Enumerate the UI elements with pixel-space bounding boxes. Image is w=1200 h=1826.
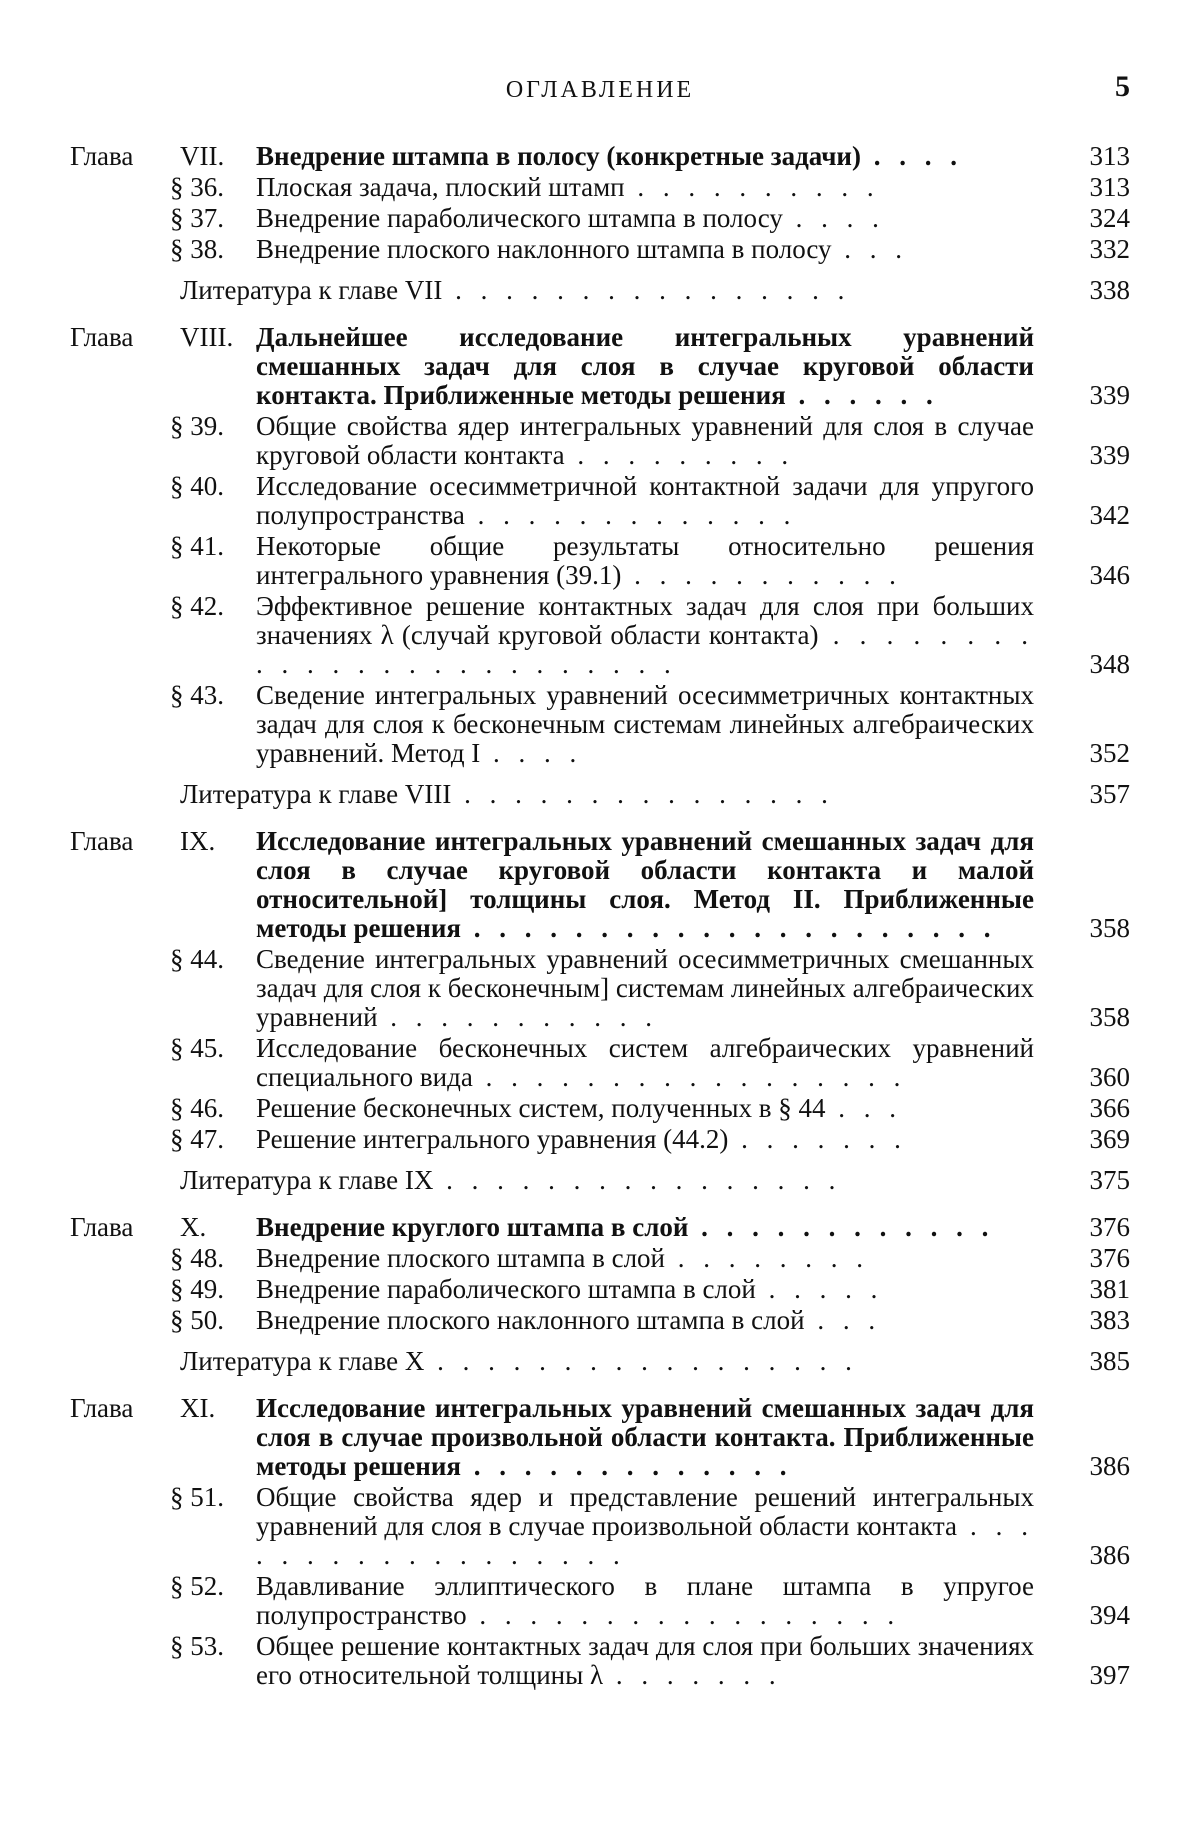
section-title-text: Плоская задача, плоский штамп [256,172,625,202]
section-entry [70,1034,1130,1092]
literature-page: 357 [1089,779,1130,809]
chapter-block [70,142,1130,305]
section-number: § 51. [170,1482,224,1512]
section-page: 352 [1089,738,1130,768]
section-title [256,1094,1034,1123]
chapter-title-text: Исследование интегральных уравнений смешанных задач для слоя в случае круговой области контакта и малой относительной] толщины слоя. Метод II. Приближенные методы решения [256,826,1034,943]
section-title-text: Сведение интегральных уравнений осесимметричных контактных задач для слоя к бесконечным системам линейных алгебраических уравнений. Метод I [256,680,1034,768]
chapter-entry [70,1213,1130,1242]
chapter-entry [70,827,1130,943]
section-title [256,1483,1034,1570]
leader-dots: . . . . . . . . . . . . . . . [451,779,834,809]
chapter-label: Глава [70,826,134,856]
section-number: § 40. [170,471,224,501]
section-title [256,945,1034,1032]
chapter-entry [70,323,1130,410]
chapter-title [256,142,1034,171]
leader-dots: . . . . . . . . . . . . . [464,500,797,530]
chapter-number: VIII. [180,322,234,352]
section-number: § 47. [170,1124,224,1154]
section-entry [70,1632,1130,1690]
section-page: 369 [1089,1124,1130,1154]
chapter-title-text: Внедрение круглого штампа в слой [256,1212,689,1242]
chapter-title [256,1213,1034,1242]
literature-title: Литература к главе X [180,1346,425,1376]
section-title-text: Внедрение параболического штампа в слой [256,1274,756,1304]
literature-page: 385 [1089,1346,1130,1376]
leader-dots: . . . . . . . . . . . . . . . . [433,1165,842,1195]
section-entry [70,1125,1130,1154]
section-title [256,1572,1034,1630]
leader-dots: . . . . . . . . . . . . . . . . . [424,1346,858,1376]
chapter-label: Глава [70,1393,134,1423]
section-title [256,235,1034,264]
leader-dots: . . . . . . . . [665,1243,869,1273]
leader-dots: . . . . . . . . . . . [621,560,902,590]
section-page: 381 [1089,1274,1130,1304]
chapter-number: XI. [180,1393,216,1423]
section-title-text: Внедрение плоского наклонного штампа в слой [256,1305,805,1335]
running-head [70,70,1130,110]
section-page: 358 [1089,1002,1130,1032]
leader-dots: . . . [804,1305,882,1335]
literature-page: 338 [1089,275,1130,305]
leader-dots: . . . . . . . . . . . . . . . . [442,275,851,305]
section-page: 397 [1089,1660,1130,1690]
section-page: 346 [1089,560,1130,590]
section-entry [70,1275,1130,1304]
section-title-text: Вдавливание эллиптического в плане штампа в упругое полупространство [256,1571,1034,1630]
section-entry [70,1094,1130,1123]
leader-dots: . . . . [860,141,963,171]
chapter-page: 313 [1089,141,1130,171]
section-title-text: Общие свойства ядер и представление решений интегральных уравнений для слоя в случае произвольной области контакта [256,1482,1034,1541]
section-title [256,173,1034,202]
section-number: § 48. [170,1243,224,1273]
chapter-title [256,827,1034,943]
section-number: § 52. [170,1571,224,1601]
section-number: § 49. [170,1274,224,1304]
literature-entry [70,1166,1130,1195]
chapter-title-text: Исследование интегральных уравнений смешанных задач для слоя в случае произвольной области контакта. Приближенные методы решения [256,1393,1034,1481]
section-page: 342 [1089,500,1130,530]
section-title [256,412,1034,470]
section-number: § 41. [170,531,224,561]
chapter-block [70,1213,1130,1376]
section-title-text: Исследование бесконечных систем алгебраических уравнений специального вида [256,1033,1034,1092]
literature-entry [70,276,1130,305]
section-title-text: Решение бесконечных систем, полученных в § 44 [256,1093,826,1123]
section-entry [70,681,1130,768]
section-number: § 42. [170,591,224,621]
leader-dots: . . . . . . . . . . [624,172,880,202]
chapter-label: Глава [70,141,134,171]
section-page: 339 [1089,440,1130,470]
section-number: § 36. [170,172,224,202]
literature-title: Литература к главе VII [180,275,443,305]
section-title-text: Общие свойства ядер интегральных уравнений для слоя в случае круговой области контакта [256,411,1034,470]
leader-dots: . . . [831,234,909,264]
section-title [256,1125,1034,1154]
chapter-title [256,323,1034,410]
table-of-contents [70,142,1130,1708]
chapter-number: VII. [180,141,225,171]
section-number: § 53. [170,1631,224,1661]
section-title-text: Внедрение плоского штампа в слой [256,1243,665,1273]
section-entry [70,235,1130,264]
section-page: 332 [1089,234,1130,264]
section-title [256,532,1034,590]
section-page: 383 [1089,1305,1130,1335]
chapter-page: 358 [1089,913,1130,943]
literature-entry [70,780,1130,809]
section-entry [70,412,1130,470]
leader-dots: . . . . . . . . . . . . [688,1212,995,1242]
chapter-page: 339 [1089,380,1130,410]
chapter-title-text: Внедрение штампа в полосу (конкретные задачи) [256,141,861,171]
section-title [256,1306,1034,1335]
chapter-page: 376 [1089,1212,1130,1242]
leader-dots: . . . . . . . . . [564,440,795,470]
section-number: § 44. [170,944,224,974]
section-page: 386 [1089,1540,1130,1570]
section-title [256,1275,1034,1304]
chapter-number: X. [180,1212,207,1242]
section-entry [70,1244,1130,1273]
section-title [256,1244,1034,1273]
section-title [256,1034,1034,1092]
chapter-label: Глава [70,1212,134,1242]
leader-dots: . . . . . . . [728,1124,907,1154]
section-title-text: Общее решение контактных задач для слоя при больших значениях его относительной толщины λ [256,1631,1034,1690]
section-number: § 39. [170,411,224,441]
leader-dots: . . . . . . . [603,1660,782,1690]
section-page: 394 [1089,1600,1130,1630]
section-page: 366 [1089,1093,1130,1123]
section-entry [70,532,1130,590]
chapter-entry [70,1394,1130,1481]
section-entry [70,1572,1130,1630]
leader-dots: . . . . . . . . . . . . . . . . . [472,1062,907,1092]
section-page: 360 [1089,1062,1130,1092]
literature-title: Литература к главе IX [180,1165,434,1195]
section-title [256,472,1034,530]
chapter-title-text: Дальнейшее исследование интегральных уравнений смешанных задач для слоя в случае круговой области контакта. Приближенные методы решения [256,322,1034,410]
section-number: § 38. [170,234,224,264]
section-title-text: Некоторые общие результаты относительно решения интегрального уравнения (39.1) [256,531,1034,590]
chapter-block [70,827,1130,1195]
section-title-text: Исследование осесимметричной контактной задачи для упругого полупространства [256,471,1034,530]
section-title-text: Решение интегрального уравнения (44.2) [256,1124,729,1154]
section-title [256,592,1034,679]
section-title [256,681,1034,768]
chapter-number: IX. [180,826,216,856]
literature-page: 375 [1089,1165,1130,1195]
chapter-title [256,1394,1034,1481]
section-entry [70,173,1130,202]
section-entry [70,592,1130,679]
chapter-label: Глава [70,322,134,352]
section-title-text: Внедрение плоского наклонного штампа в полосу [256,234,832,264]
section-number: § 43. [170,680,224,710]
literature-entry [70,1347,1130,1376]
section-number: § 46. [170,1093,224,1123]
chapter-page: 386 [1089,1451,1130,1481]
page-title: ОГЛАВЛЕНИЕ [505,77,695,103]
section-entry [70,1306,1130,1335]
leader-dots: . . . . . . . . . . . . . . . . . . [256,1511,1035,1570]
chapter-block [70,1394,1130,1690]
section-number: § 45. [170,1033,224,1063]
leader-dots: . . . . . . . . . . . . . . . . . [466,1600,901,1630]
leader-dots: . . . . [782,203,885,233]
section-number: § 50. [170,1305,224,1335]
section-title [256,204,1034,233]
section-title-text: Внедрение параболического штампа в полосу [256,203,783,233]
section-page: 376 [1089,1243,1130,1273]
section-title-text: Сведение интегральных уравнений осесимметричных смешанных задач для слоя к бесконечным] системам линейных алгебраических уравнений [256,944,1034,1032]
leader-dots: . . . . . . . . . . . . . . . . . . . . . . . . . [256,620,1034,679]
leader-dots: . . . . . [755,1274,884,1304]
leader-dots: . . . . [480,738,583,768]
section-title [256,1632,1034,1690]
section-entry [70,945,1130,1032]
section-page: 348 [1089,649,1130,679]
section-entry [70,472,1130,530]
section-entry [70,1483,1130,1570]
chapter-entry [70,142,1130,171]
chapter-block [70,323,1130,809]
literature-title: Литература к главе VIII [180,779,452,809]
section-title-text: Эффективное решение контактных задач для слоя при больших значениях λ (случай круговой области контакта) [256,591,1034,650]
leader-dots: . . . . . . [785,380,939,410]
section-number: § 37. [170,203,224,233]
leader-dots: . . . . . . . . . . . [377,1002,659,1032]
section-entry [70,204,1130,233]
section-page: 313 [1089,172,1130,202]
leader-dots: . . . . . . . . . . . . . . . . . . . . . [461,913,997,943]
section-page: 324 [1089,203,1130,233]
page-number: 5 [1115,70,1130,103]
leader-dots: . . . . . . . . . . . . . [461,1451,793,1481]
leader-dots: . . . [825,1093,902,1123]
